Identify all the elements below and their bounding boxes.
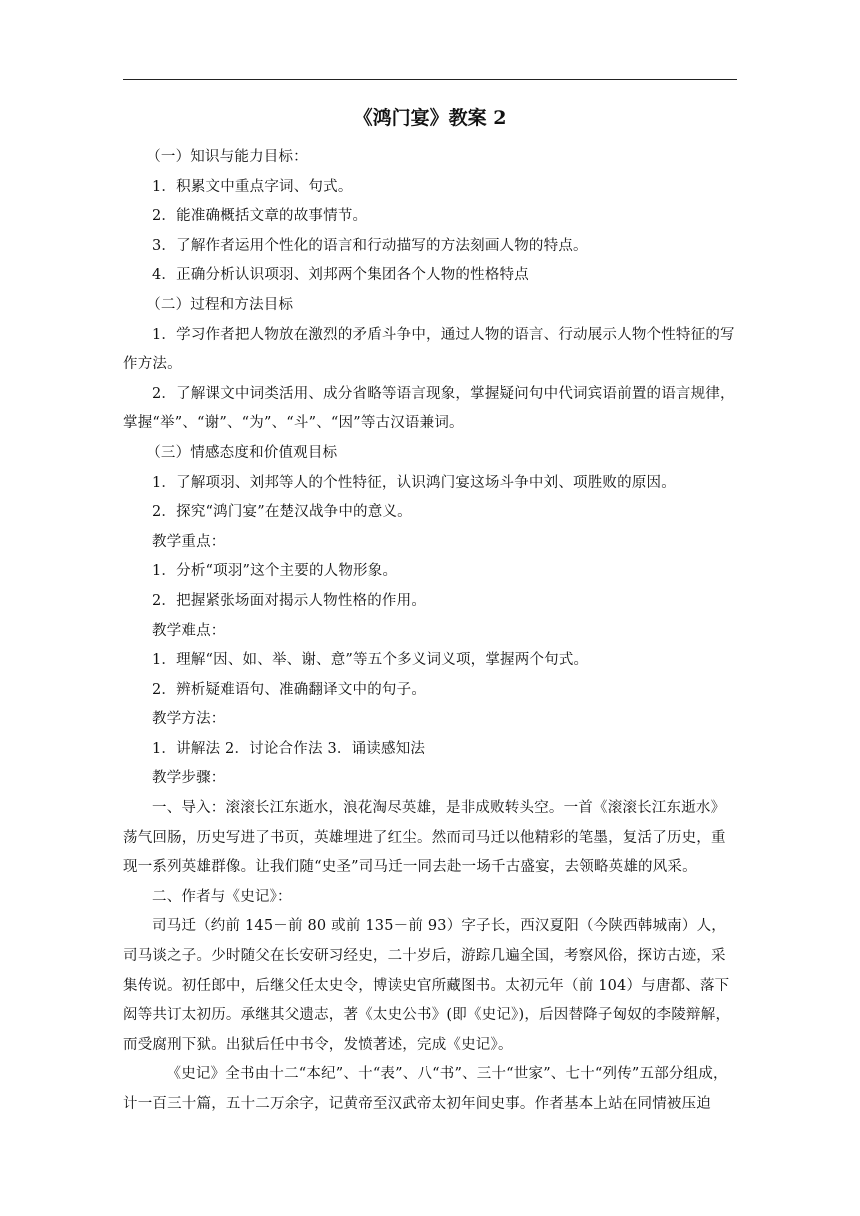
- paragraph: 1．讲解法 2．讨论合作法 3．诵读感知法: [152, 740, 426, 757]
- document-title: 《鸿门宴》教案 2: [353, 107, 507, 129]
- paragraph: 3．了解作者运用个性化的语言和行动描写的方法刻画人物的特点。: [152, 237, 588, 254]
- paragraph: （一）知识与能力目标：: [146, 149, 308, 165]
- paragraph: 2．辨析疑难语句、准确翻译文中的句子。: [152, 681, 427, 698]
- paragraph: （三）情感态度和价值观目标: [146, 444, 338, 461]
- paragraph: 1．理解“因、如、举、谢、意”等五个多义词义项，掌握两个句式。: [152, 652, 589, 669]
- paragraph: （二）过程和方法目标: [146, 296, 294, 313]
- paragraph: 教学难点：: [152, 622, 226, 639]
- paragraph: 2．探究“鸿门宴”在楚汉战争中的意义。: [152, 504, 412, 521]
- paragraph: 1．积累文中重点字词、句式。: [152, 178, 353, 195]
- paragraph: 司马迁（约前 145－前 80 或前 135－前 93）字子长，西汉夏阳（今陕西韩城南）人，司马谈之子。少时随父在长安研习经史，二十岁后，游踪几遍全国，考察风俗，探访古迹，采集传说。初任郎中，后继父任太史令，博读史官所藏图书。太初元年（前 104）与唐都、落下闳等共订太初历。承继其父遗志，著《太史公书》(即《史记》)，后因替降子匈奴的李陵辩解，而受腐刑下狱。出狱后任中书令，发愤著述，完成《史记》。: [123, 918, 731, 1053]
- paragraph: 2．了解课文中词类活用、成分省略等语言现象，掌握疑问句中代词宾语前置的语言规律，掌握“举”、“谢”、“为”、“斗”、“因”等古汉语兼词。: [123, 385, 735, 432]
- paragraph: 《史记》全书由十二“本纪”、十“表”、八“书”、三十“世家”、七十“列传”五部分组成，计一百三十篇，五十二万余字，记黄帝至汉武帝太初年间史事。作者基本上站在同情被压迫: [123, 1066, 728, 1112]
- header-rule: [123, 79, 737, 80]
- document-body: [123, 143, 737, 1120]
- paragraph: 4．正确分析认识项羽、刘邦两个集团各个人物的性格特点: [152, 267, 529, 284]
- paragraph: 1．分析“项羽”这个主要的人物形象。: [152, 563, 398, 580]
- paragraph: 一、导入：滚滚长江东逝水，浪花淘尽英雄，是非成败转头空。一首《滚滚长江东逝水》荡气回肠，历史写进了书页，英雄埋进了红尘。然而司马迁以他精彩的笔墨，复活了历史，重现一系列英雄群像。让我们随“史圣”司马迁一同去赴一场千古盛宴，去领略英雄的风采。: [123, 800, 726, 876]
- paragraph: 2．把握紧张场面对揭示人物性格的作用。: [152, 592, 427, 609]
- paragraph: 二、作者与《史记》：: [152, 888, 292, 905]
- paragraph: 1．了解项羽、刘邦等人的个性特征，认识鸿门宴这场斗争中刘、项胜败的原因。: [152, 474, 676, 491]
- paragraph: 教学方法：: [152, 711, 226, 728]
- paragraph: 教学重点：: [152, 533, 226, 550]
- paragraph: 2．能准确概括文章的故事情节。: [152, 208, 368, 225]
- paragraph: 1．学习作者把人物放在激烈的矛盾斗争中，通过人物的语言、行动展示人物个性特征的写作方法。: [123, 326, 735, 373]
- paragraph: 教学步骤：: [152, 770, 226, 787]
